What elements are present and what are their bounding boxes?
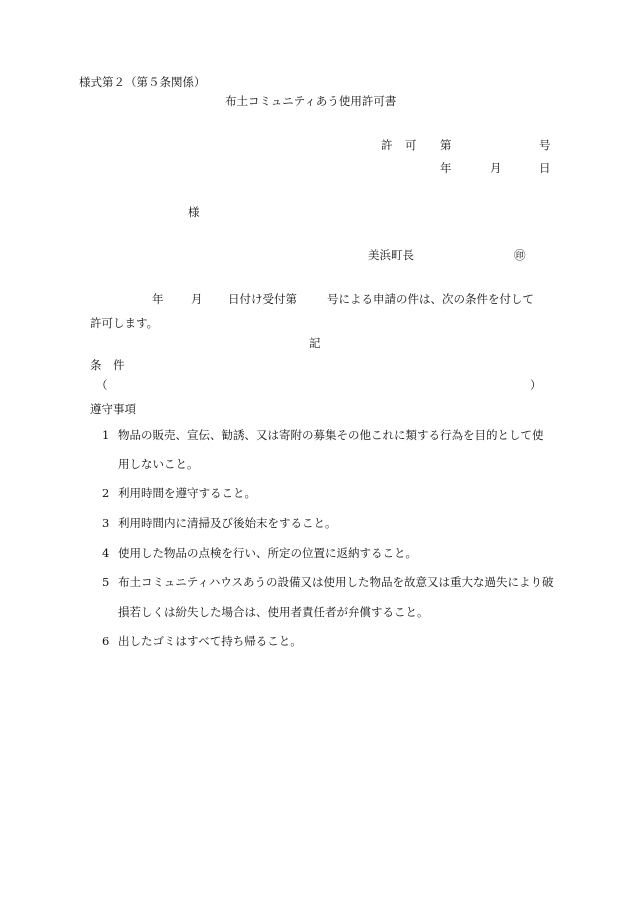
rule-item — [102, 636, 302, 648]
form-number: 様式第２（第５条関係） — [79, 75, 206, 89]
rule-item — [102, 488, 256, 500]
rule-text: 使用した物品の点検を行い、所定の位置に返納すること。 — [118, 546, 417, 560]
body-line2: 許可します。 — [90, 316, 159, 330]
date-month: 月 — [490, 161, 502, 175]
rule-continuation: 損若しくは紛失した場合は、使用者責任者が弁償すること。 — [118, 605, 429, 619]
conditions-label: 条 件 — [90, 358, 125, 372]
issuer: 美浜町長 — [368, 248, 414, 262]
seal-mark: ㊞ — [514, 248, 526, 262]
date-year: 年 — [440, 161, 452, 175]
rule-number: 2 — [102, 486, 110, 500]
rule-number: 1 — [102, 428, 110, 442]
addressee-suffix: 様 — [188, 205, 200, 219]
rule-number: 3 — [102, 516, 110, 530]
rule-item — [102, 577, 554, 589]
rule-text: 出したゴミはすべて持ち帰ること。 — [118, 634, 302, 648]
paren-open: （ — [96, 378, 108, 392]
rule-number: 6 — [102, 634, 110, 648]
rule-number: 5 — [102, 575, 110, 589]
rule-item — [102, 430, 544, 442]
rule-continuation: 用しないこと。 — [118, 457, 199, 471]
body-year: 年 — [152, 292, 164, 306]
permit-label-dai: 第 — [440, 138, 452, 152]
rule-text: 利用時間内に清掃及び後始末をすること。 — [118, 516, 337, 530]
body-received: 日付け受付第 — [228, 292, 297, 306]
rule-text: 物品の販売、宣伝、勧誘、又は寄附の募集その他これに類する行為を目的として使 — [118, 428, 544, 442]
rule-text: 利用時間を遵守すること。 — [118, 486, 256, 500]
permit-label-kyo: 許 — [381, 138, 393, 152]
paren-close: ） — [530, 378, 542, 392]
rule-text: 布土コミュニティハウスあうの設備又は使用した物品を故意又は重大な過失により破 — [118, 575, 554, 589]
permit-label-go: 号 — [539, 138, 551, 152]
body-month: 月 — [191, 292, 203, 306]
rules-label: 遵守事項 — [90, 402, 136, 416]
ki-heading: 記 — [309, 336, 321, 350]
rule-item — [102, 548, 417, 560]
document-title: 布土コミュニティあう使用許可書 — [225, 94, 397, 108]
permit-label-ka: 可 — [405, 138, 417, 152]
date-day: 日 — [539, 161, 551, 175]
rule-number: 4 — [102, 546, 110, 560]
rule-item — [102, 518, 337, 530]
body-text: 号による申請の件は、次の条件を付して — [327, 292, 534, 306]
